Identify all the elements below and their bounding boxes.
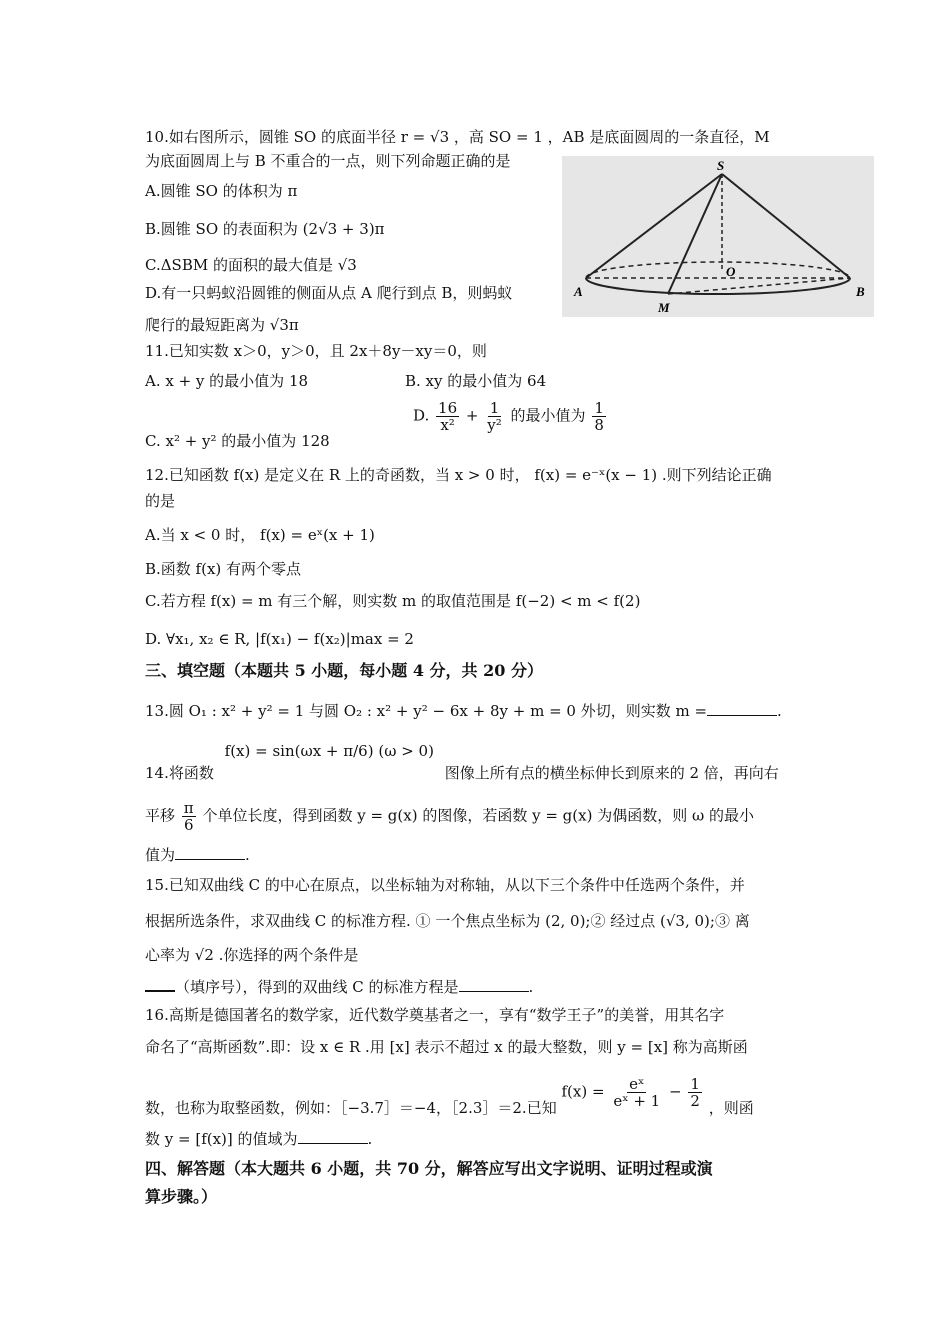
q16-answer-blank (298, 1129, 368, 1144)
q15-choice-blank (145, 976, 175, 992)
section3-heading: 三、填空题（本题共 5 小题，每小题 4 分，共 20 分） (145, 661, 543, 680)
q13-text: 13.圆 O₁ : x² + y² = 1 与圆 O₂ : x² + y² − 6x + 8y + m = 0 外切，则实数 m = (145, 702, 708, 720)
q11-d-frac2-den: y² (487, 416, 502, 434)
q11-d-frac1 (436, 400, 459, 433)
q11-d-frac3-num: 1 (594, 399, 604, 417)
section4-heading-line2: 算步骤。） (145, 1187, 218, 1206)
q16-l3post: ，则函 (708, 1098, 754, 1117)
q15-l4a: （填序号），得到的双曲线 C 的标准方程是 (175, 978, 459, 996)
label-m: M (658, 300, 670, 315)
section4-heading-line1: 四、解答题（本大题共 6 小题，共 70 分，解答应写出文字说明、证明过程或演 (145, 1159, 713, 1178)
q11-d-frac2 (485, 400, 504, 433)
q14-line1 (145, 742, 779, 784)
q16-frac-main-den: eˣ + 1 (613, 1092, 661, 1110)
q10-option-a: A.圆锥 SO 的体积为 π (145, 182, 298, 200)
q15-line1: 15.已知双曲线 C 的中心在原点，以坐标轴为对称轴，从以下三个条件中任选两个条件，并 (145, 876, 745, 894)
q12-option-b: B.函数 f(x) 有两个零点 (145, 560, 302, 578)
q14-function: f(x) = sin(ωx + π/6) (ω > 0) (224, 742, 434, 760)
q11-d-frac1-num: 16 (438, 399, 458, 417)
q14-line3 (145, 844, 250, 866)
q16-line4 (145, 1128, 372, 1150)
q14-end: . (245, 846, 250, 864)
label-s: S (717, 158, 725, 173)
q15-answer-blank (459, 977, 529, 992)
q10-line1: 10.如右图所示，圆锥 SO 的底面半径 r = √3 ，高 SO = 1 ，AB 是底面圆周的一条直径，M (145, 128, 770, 146)
q11-d-frac2-num: 1 (489, 399, 500, 417)
q16-fx: f(x) = (561, 1082, 605, 1101)
q12-option-d: D. ∀x₁, x₂ ∈ R, |f(x₁) − f(x₂)|max = 2 (145, 630, 414, 648)
q10-option-d-line2: 爬行的最短距离为 √3π (145, 316, 299, 334)
q14-frac-den: 6 (183, 816, 194, 834)
q15-line3: 心率为 √2 .你选择的两个条件是 (145, 946, 359, 964)
q11-d-frac1-den: x² (440, 416, 455, 434)
q16-line2: 命名了“高斯函数”.即：设 x ∈ R .用 [x] 表示不超过 x 的最大整数，则 y = [x] 称为高斯函 (145, 1038, 748, 1056)
label-a: A (574, 284, 583, 299)
q12-option-c: C.若方程 f(x) = m 有三个解，则实数 m 的取值范围是 f(−2) < m < f(2) (145, 592, 641, 610)
q12-line1: 12.已知函数 f(x) 是定义在 R 上的奇函数，当 x > 0 时， f(x) = e⁻ˣ(x − 1) .则下列结论正确 (145, 466, 772, 484)
q16-frac-half-num: 1 (690, 1075, 700, 1093)
q10-line2: 为底面圆周上与 B 不重合的一点，则下列命题正确的是 (145, 152, 511, 170)
q15-end: . (528, 978, 534, 996)
q14-l3: 值为 (145, 846, 176, 864)
q10-option-d-line1: D.有一只蚂蚁沿圆锥的侧面从点 A 爬行到点 B，则蚂蚁 (145, 284, 513, 302)
q16-frac-main-num: eˣ (629, 1075, 645, 1093)
q16-l3pre: 数，也称为取整函数，例如：［−3.7］＝−4，［2.3］＝2.已知 (145, 1098, 557, 1117)
q14-line2 (145, 800, 754, 833)
q16-frac-main (611, 1076, 662, 1109)
q15-line2: 根据所选条件，求双曲线 C 的标准方程. ① 一个焦点坐标为 (2, 0);② 经过点 (√3, 0);③ 离 (145, 912, 750, 930)
q16-line3 (145, 1075, 754, 1117)
q14-pre: 14.将函数 (145, 764, 214, 782)
q16-frac-half (688, 1076, 702, 1109)
q13-answer-blank (707, 701, 777, 716)
q11-stem: 11.已知实数 x＞0，y＞0，且 2x＋8y－xy＝0，则 (145, 342, 487, 360)
q16-frac-half-den: 2 (690, 1092, 700, 1110)
q13-end: . (777, 702, 782, 720)
q10-option-b: B.圆锥 SO 的表面积为 (2√3 + 3)π (145, 220, 385, 238)
q12-option-a: A.当 x < 0 时， f(x) = eˣ(x + 1) (145, 526, 375, 544)
q14-l2pre: 平移 (145, 806, 176, 825)
q14-post: 图像上所有点的横坐标伸长到原来的 2 倍，再向右 (444, 764, 779, 782)
q11-option-d: D. $\frac{16}{\text{x²}}$ + $\frac{1}{\text{y²}}$ 的最小值为 $\frac{1}{8}$ (413, 399, 604, 434)
q14-shift-frac (182, 800, 196, 833)
q16-l4: 数 y = [f(x)] 的值域为 (145, 1130, 298, 1148)
cone-figure (562, 156, 874, 317)
q10-option-c: C.ΔSBM 的面积的最大值是 √3 (145, 256, 357, 274)
q15-line4 (145, 976, 533, 998)
label-o: O (726, 264, 736, 279)
q13 (145, 700, 782, 722)
q16-minus: − (669, 1082, 682, 1101)
q11-option-c: C. x² + y² 的最小值为 128 (145, 432, 330, 450)
q12-line2: 的是 (145, 492, 176, 510)
q11-d-frac3-den: 8 (594, 416, 604, 434)
q16-end: . (367, 1130, 373, 1148)
q16-line1: 16.高斯是德国著名的数学家，近代数学奠基者之一，享有“数学王子”的美誉，用其名字 (145, 1006, 725, 1024)
q11-option-b: B. xy 的最小值为 64 (405, 372, 547, 390)
q14-frac-num: π (183, 799, 194, 817)
q11-d-text: 的最小值为 (510, 406, 586, 425)
q11-option-a: A. x + y 的最小值为 18 (145, 372, 309, 390)
q11-d-frac3 (592, 400, 606, 433)
q14-answer-blank (175, 845, 245, 860)
label-b: B (856, 284, 865, 299)
q11-d-label: D. (413, 406, 430, 425)
q14-l2post: 个单位长度，得到函数 y = g(x) 的图像，若函数 y = g(x) 为偶函数，则 ω 的最小 (202, 806, 754, 825)
figure-background (562, 156, 874, 317)
